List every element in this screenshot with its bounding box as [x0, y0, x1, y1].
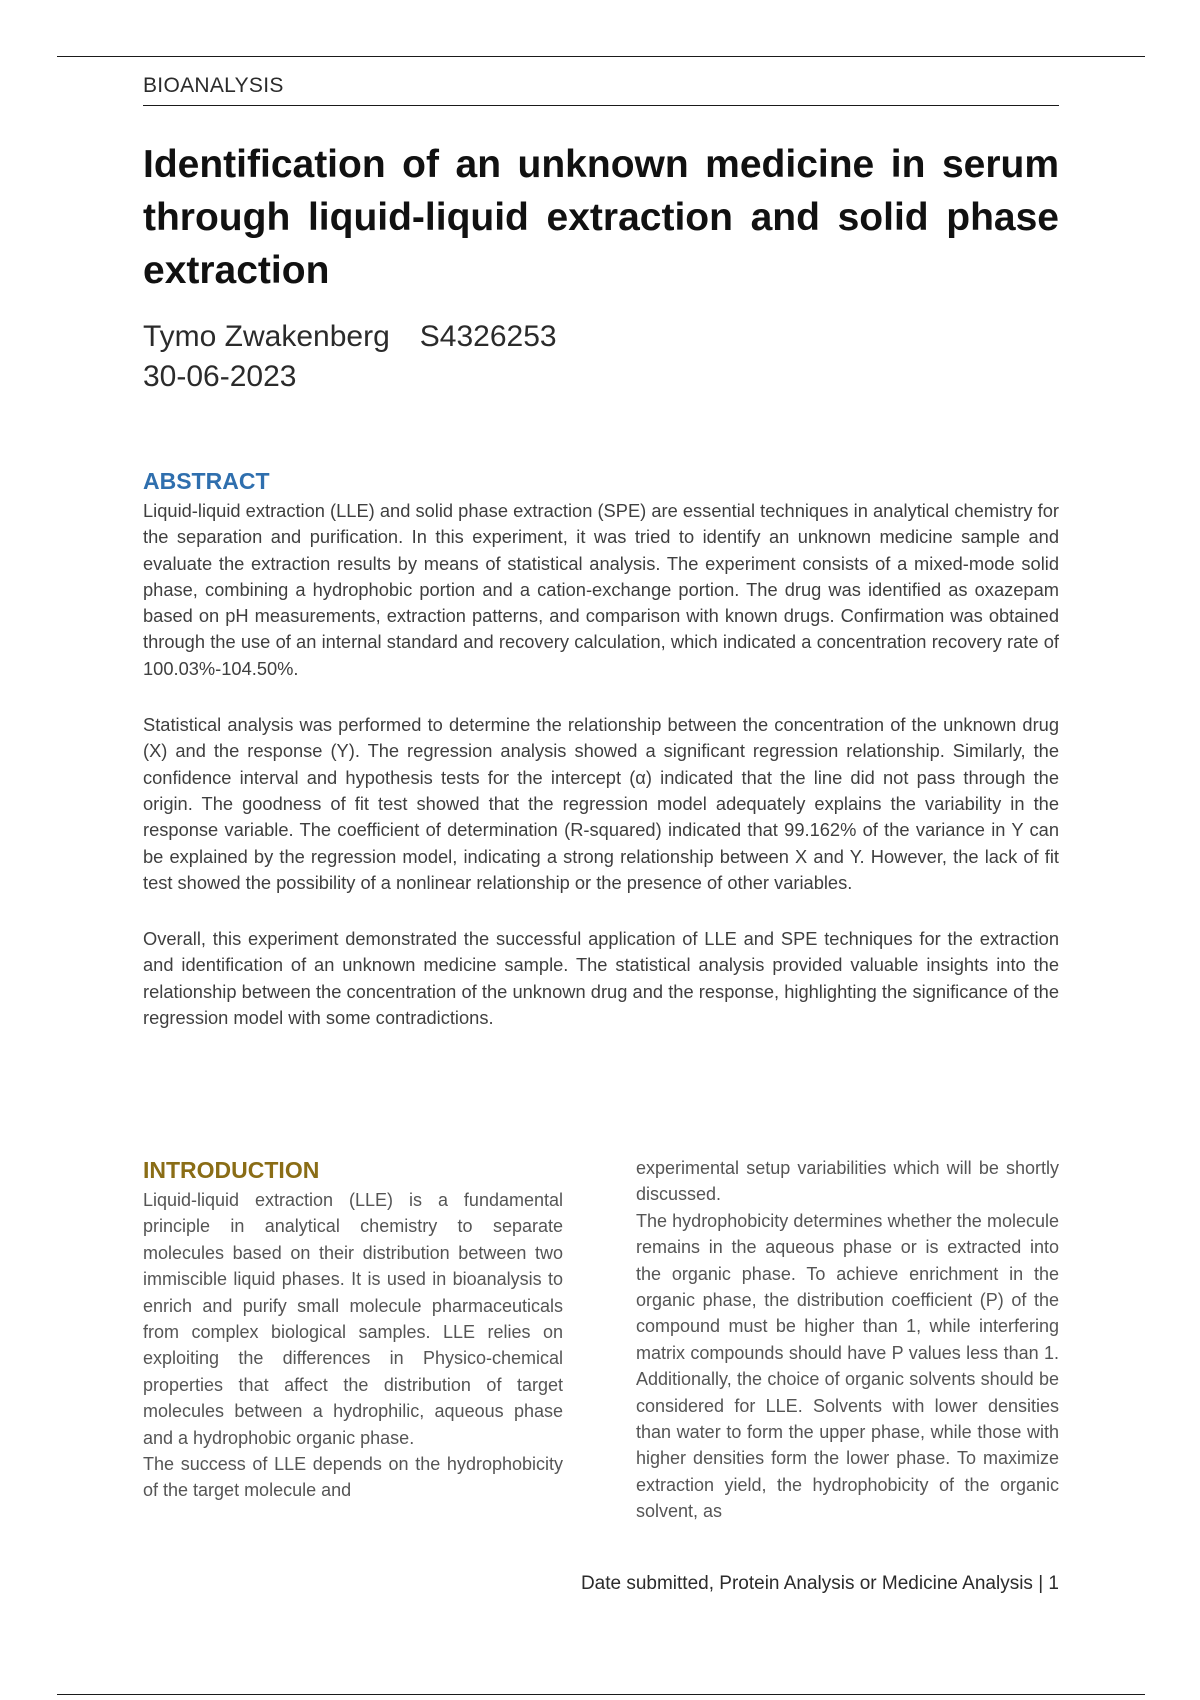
abstract-paragraph: Liquid-liquid extraction (LLE) and solid phase extraction (SPE) are essential techniques in analytical chemistry for the separation and purification. In this experiment, it was tried to identify an unknown medicine sample and evaluate the extraction results by means of statistical analysis. The experiment consists of a mixed-mode solid phase, combining a hydrophobic portion and a cation-exchange portion. The drug was identified as oxazepam based on pH measurements, extraction patterns, and comparison with known drugs. Confirmation was obtained through the use of an internal standard and recovery calculation, which indicated a concentration recovery rate of 100.03%-104.50%. [143, 500, 1059, 679]
running-header [143, 73, 1059, 106]
page-footer: Date submitted, Protein Analysis or Medicine Analysis | 1 [580, 1573, 1059, 1594]
introduction-left-column [143, 1155, 563, 1504]
student-id: S4326253 [419, 320, 557, 353]
header-label: BIOANALYSIS [143, 74, 284, 97]
introduction-heading: INTRODUCTION [143, 1157, 320, 1183]
abstract-paragraph: Statistical analysis was performed to determine the relationship between the concentration of the unknown drug (X) and the response (Y). The regression analysis showed a significant regression relationship. Similarly, the confidence interval and hypothesis tests for the intercept (α) indicated that the line did not pass through the origin. The goodness of fit test showed that the regression model adequately explains the variability in the response variable. The coefficient of determination (R-squared) indicated that 99.162% of the variance in Y can be explained by the regression model, indicating a strong relationship between X and Y. However, the lack of fit test showed the possibility of a nonlinear relationship or the presence of other variables. [143, 714, 1059, 893]
top-page-rule [57, 56, 1145, 57]
author-date: 30-06-2023 [143, 360, 297, 393]
author-line [143, 317, 557, 357]
introduction-paragraph: Liquid-liquid extraction (LLE) is a fundamental principle in analytical chemistry to separate molecules based on their distribution between two immiscible liquid phases. It is used in bioanalysis to enrich and purify small molecule pharmaceuticals from complex biological samples. LLE relies on exploiting the differences in Physico-chemical properties that affect the distribution of target molecules between a hydrophilic, aqueous phase and a hydrophobic organic phase. [143, 1190, 563, 1448]
abstract-section [143, 466, 1059, 1061]
introduction-paragraph: experimental setup variabilities which will be shortly discussed. [636, 1158, 1059, 1205]
bottom-page-rule [57, 1694, 1145, 1695]
abstract-heading: ABSTRACT [143, 468, 270, 494]
introduction-paragraph: The hydrophobicity determines whether the molecule remains in the aqueous phase or is extracted into the organic phase. To achieve enrichment in the organic phase, the distribution coefficient (P) of the compound must be higher than 1, while interfering matrix compounds should have P values less than 1. Additionally, the choice of organic solvents should be considered for LLE. Solvents with lower densities than water to form the upper phase, while those with higher densities form the lower phase. To maximize extraction yield, the hydrophobicity of the organic solvent, as [636, 1210, 1059, 1522]
header-rule [143, 105, 1059, 106]
introduction-right-column [636, 1155, 1059, 1525]
author-name: Tymo Zwakenberg [143, 320, 390, 353]
introduction-paragraph: The success of LLE depends on the hydrophobicity of the target molecule and [143, 1454, 563, 1501]
paper-title: Identification of an unknown medicine in serum through liquid-liquid extraction and solid phase extraction [143, 143, 1059, 292]
abstract-paragraph: Overall, this experiment demonstrated the successful application of LLE and SPE techniques for the extraction and identification of an unknown medicine sample. The statistical analysis provided valuable insights into the relationship between the concentration of the unknown drug and the response, highlighting the significance of the regression model with some contradictions. [143, 928, 1059, 1029]
